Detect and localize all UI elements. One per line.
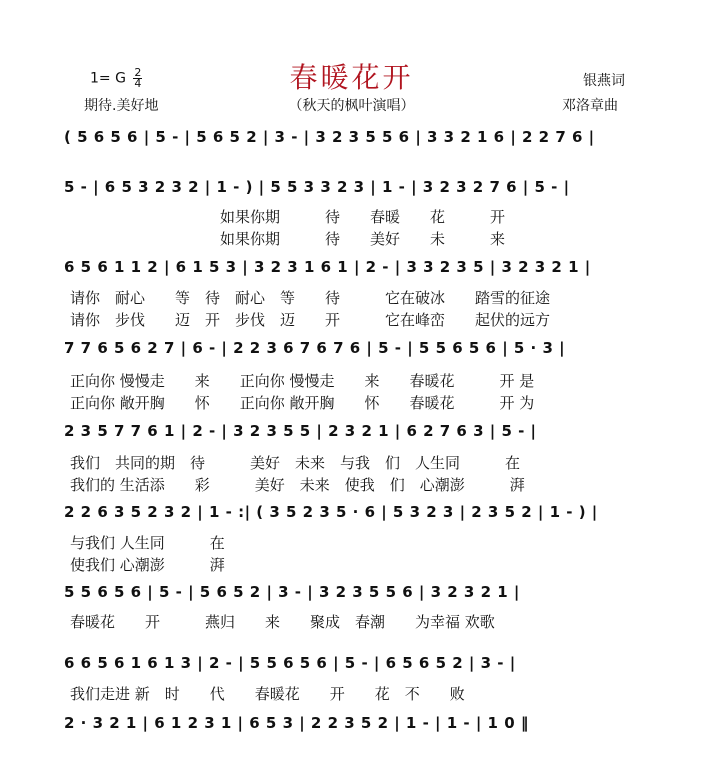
score-line-9: 2 · 3 2 1 | 6 1 2 3 1 | 6 5 3 | 2 2 3 5 2 | 1 - | 1 - | 1 0 ‖ [64, 714, 529, 732]
score-line-2: 5 - | 6 5 3 2 3 2 | 1 - ) | 5 5 3 3 2 3 | 1 - | 3 2 3 2 7 6 | 5 - | [64, 178, 570, 196]
score-line-8: 6 6 5 6 1 6 1 3 | 2 - | 5 5 6 5 6 | 5 - | 6 5 6 5 2 | 3 - | [64, 654, 516, 672]
lyricist-credit: 银燕词 [583, 73, 625, 89]
key-signature [90, 68, 142, 89]
score-line-4: 7 7 6 5 6 2 7 | 6 - | 2 2 3 6 7 6 7 6 | 5 - | 5 5 6 5 6 | 5 · 3 | [64, 339, 566, 357]
score-line-3: 6 5 6 1 1 2 | 6 1 5 3 | 3 2 3 1 6 1 | 2 - | 3 3 2 3 5 | 3 2 3 2 1 | [64, 258, 591, 276]
lyric-line-3-verse-1: 请你 耐心 等 待 耐心 等 待 它在破冰 踏雪的征途 [70, 289, 551, 307]
score-line-5: 2 3 5 7 7 6 1 | 2 - | 3 2 3 5 5 | 2 3 2 1 | 6 2 7 6 3 | 5 - | [64, 422, 537, 440]
lyric-line-6-verse-1: 与我们 人生同 在 [70, 534, 225, 552]
composer-credit: 邓洛章曲 [562, 98, 618, 114]
score-line-1: ( 5 6 5 6 | 5 - | 5 6 5 2 | 3 - | 3 2 3 5 5 6 | 3 3 2 1 6 | 2 2 7 6 | [64, 128, 595, 146]
lyric-line-5-verse-2: 我们的 生活添 彩 美好 未来 使我 们 心潮澎 湃 [70, 476, 525, 494]
song-title: 春暖花开 [289, 61, 414, 94]
score-line-6: 2 2 6 3 5 2 3 2 | 1 - :| ( 3 5 2 3 5 · 6 | 5 3 2 3 | 2 3 5 2 | 1 - ) | [64, 503, 598, 521]
time-signature [133, 68, 142, 89]
lyric-line-4-verse-2: 正向你 敞开胸 怀 正向你 敞开胸 怀 春暖花 开 为 [70, 394, 535, 412]
lyric-line-7: 春暖花 开 燕归 来 聚成 春潮 为幸福 欢歌 [70, 613, 495, 631]
tempo-marking: 期待.美好地 [84, 98, 159, 114]
time-signature-top: 2 [134, 66, 142, 79]
score-line-7: 5 5 6 5 6 | 5 - | 5 6 5 2 | 3 - | 3 2 3 5 5 6 | 3 2 3 2 1 | [64, 583, 520, 601]
singer-credit: （秋天的枫叶演唱） [288, 98, 415, 114]
lyric-line-4-verse-1: 正向你 慢慢走 来 正向你 慢慢走 来 春暖花 开 是 [70, 372, 535, 390]
lyric-line-8: 我们走进 新 时 代 春暖花 开 花 不 败 [70, 685, 465, 703]
lyric-line-6-verse-2: 使我们 心潮澎 湃 [70, 556, 225, 574]
lyric-line-2-verse-2: 如果你期 待 美好 未 来 [70, 230, 506, 248]
time-signature-bottom: 4 [134, 77, 142, 90]
lyric-line-3-verse-2: 请你 步伐 迈 开 步伐 迈 开 它在峰峦 起伏的远方 [70, 311, 551, 329]
key-label: 1= G [90, 70, 126, 87]
lyric-line-5-verse-1: 我们 共同的期 待 美好 未来 与我 们 人生同 在 [70, 454, 521, 472]
lyric-line-2-verse-1: 如果你期 待 春暖 花 开 [70, 208, 506, 226]
